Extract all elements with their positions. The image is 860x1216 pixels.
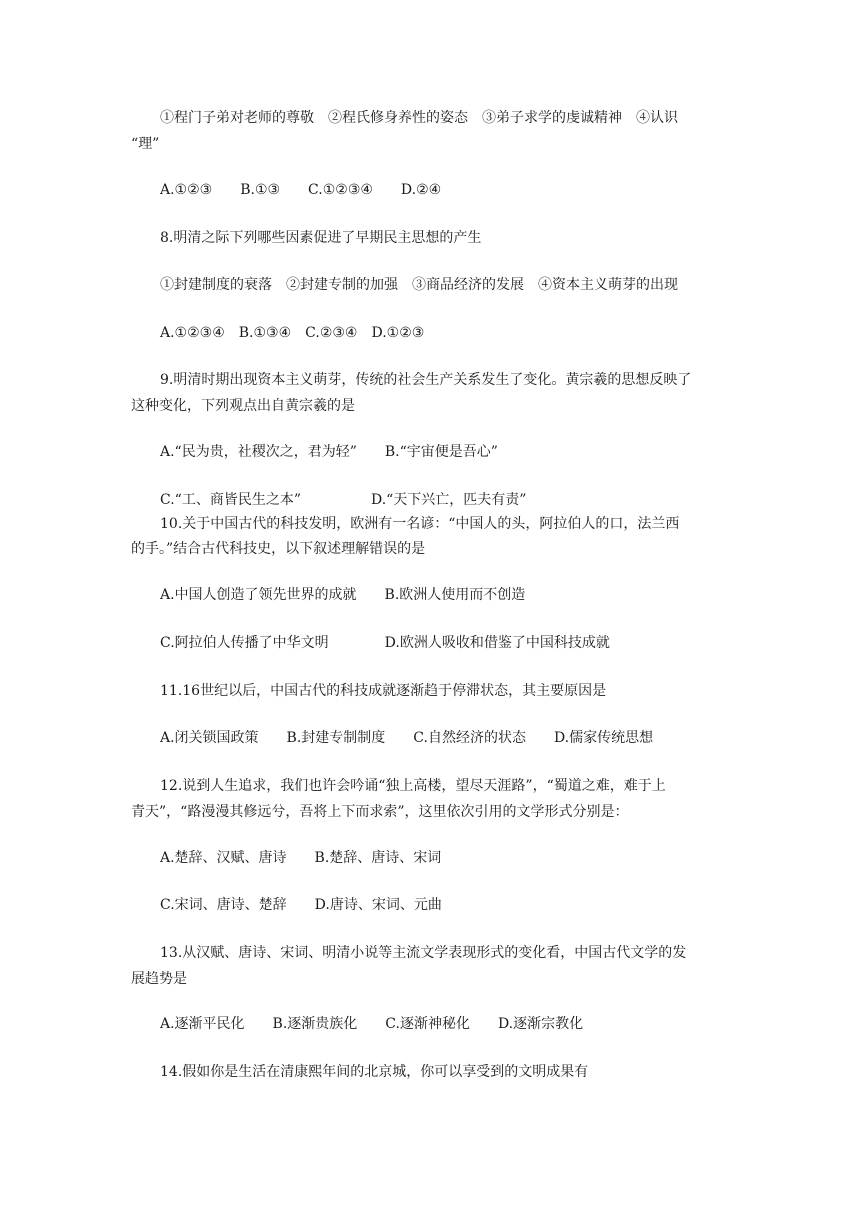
q9-choices-ab: A.“民为贵，社稷次之，君为轻” B.“宇宙便是吾心” bbox=[160, 444, 498, 460]
q8-answer-choices: A.①②③④ B.①③④ C.②③④ D.①②③ bbox=[160, 325, 425, 341]
q8-statements: ①封建制度的衰落 ②封建专制的加强 ③商品经济的发展 ④资本主义萌芽的出现 bbox=[160, 277, 678, 293]
q7-options-statements-line1: ①程门子弟对老师的尊敬 ②程氏修身养性的姿态 ③弟子求学的虔诚精神 ④认识 bbox=[160, 110, 678, 126]
q13-question-line2: 展趋势是 bbox=[131, 971, 187, 987]
q10-question-line2: 的手。”结合古代科技史，以下叙述理解错误的是 bbox=[131, 541, 426, 557]
q7-options-statements-line2: “理” bbox=[131, 136, 160, 152]
q9-question-line1: 9.明清时期出现资本主义萌芽，传统的社会生产关系发生了变化。黄宗羲的思想反映了 bbox=[160, 372, 692, 388]
q10-question-line1: 10.关于中国古代的科技发明，欧洲有一名谚：“中国人的头，阿拉伯人的口，法兰西 bbox=[160, 516, 680, 532]
q10-choices-cd: C.阿拉伯人传播了中华文明 D.欧洲人吸收和借鉴了中国科技成就 bbox=[160, 635, 610, 651]
q10-choices-ab: A.中国人创造了领先世界的成就 B.欧洲人使用而不创造 bbox=[160, 587, 526, 603]
q11-question: 11.16世纪以后，中国古代的科技成就逐渐趋于停滞状态，其主要原因是 bbox=[160, 683, 607, 699]
q12-choices-ab: A.楚辞、汉赋、唐诗 B.楚辞、唐诗、宋词 bbox=[160, 850, 442, 866]
q14-question: 14.假如你是生活在清康熙年间的北京城，你可以享受到的文明成果有 bbox=[160, 1064, 589, 1080]
q8-question: 8.明清之际下列哪些因素促进了早期民主思想的产生 bbox=[160, 230, 482, 246]
q9-question-line2: 这种变化，下列观点出自黄宗羲的是 bbox=[131, 398, 355, 414]
q13-answer-choices: A.逐渐平民化 B.逐渐贵族化 C.逐渐神秘化 D.逐渐宗教化 bbox=[160, 1016, 584, 1032]
q13-question-line1: 13.从汉赋、唐诗、宋词、明清小说等主流文学表现形式的变化看，中国古代文学的发 bbox=[160, 945, 687, 961]
q12-choices-cd: C.宋词、唐诗、楚辞 D.唐诗、宋词、元曲 bbox=[160, 897, 442, 913]
q11-answer-choices: A.闭关锁国政策 B.封建专制制度 C.自然经济的状态 D.儒家传统思想 bbox=[160, 730, 654, 746]
q12-question-line1: 12.说到人生追求，我们也许会吟诵“独上高楼，望尽天涯路”，“蜀道之难，难于上 bbox=[160, 778, 666, 794]
q7-answer-choices: A.①②③ B.①③ C.①②③④ D.②④ bbox=[160, 182, 442, 198]
q12-question-line2: 青天”，“路漫漫其修远兮，吾将上下而求索”，这里依次引用的文学形式分别是： bbox=[131, 804, 629, 820]
q9-choices-cd: C.“工、商皆民生之本” D.“天下兴亡，匹夫有责” bbox=[160, 492, 527, 508]
